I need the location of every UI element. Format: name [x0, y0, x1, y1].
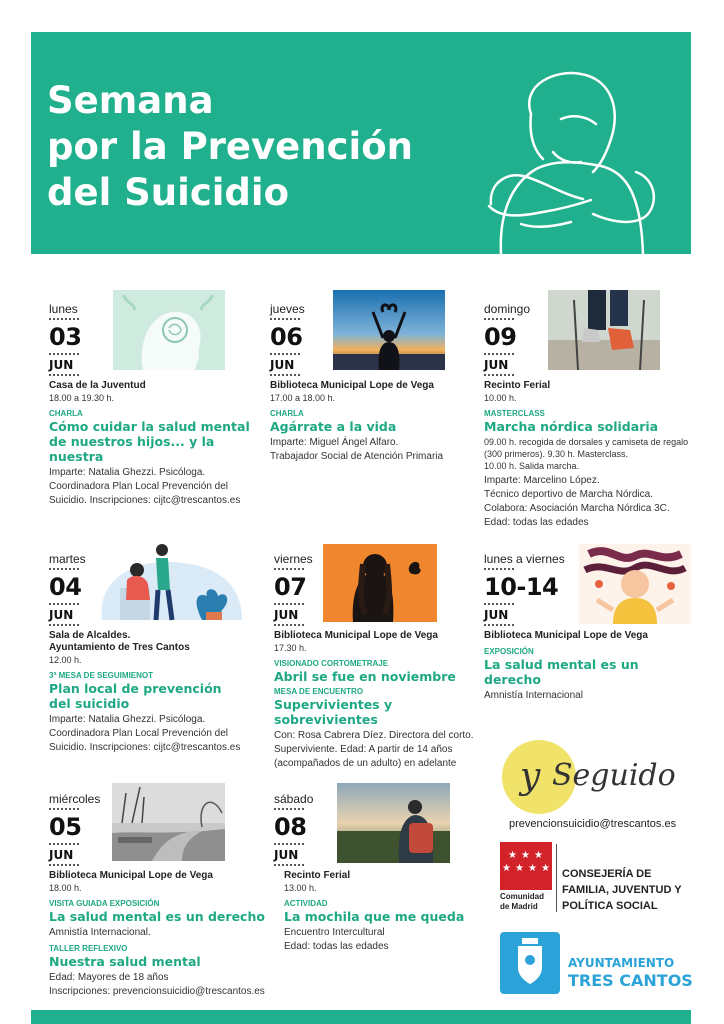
- title-line-1: Semana: [47, 79, 214, 122]
- event-title: La salud mental es un derecho: [49, 909, 265, 924]
- event-description: Imparte: Natalia Ghezzi. Psicóloga. Coordinadora Plan Local Prevención del Suicidio. Inscripciones: cijtc@trescantos.es: [49, 714, 241, 753]
- event-kind: ACTIVIDAD: [284, 899, 328, 908]
- svg-text:★: ★: [515, 863, 524, 874]
- event-time: 13.00 h.: [284, 883, 317, 893]
- event-kind-2: TALLER REFLEXIVO: [49, 944, 128, 953]
- event-kind: CHARLA: [49, 409, 83, 418]
- event-kind: EXPOSICIÓN: [484, 647, 534, 656]
- event-kind: VISITA GUIADA EXPOSICIÓN: [49, 899, 160, 908]
- divider: [270, 318, 300, 320]
- event-place: Casa de la Juventud: [49, 380, 146, 391]
- event-title: Agárrate a la vida: [270, 419, 397, 434]
- self-hug-illustration: [461, 54, 671, 254]
- event-date-number: 04: [49, 573, 82, 601]
- event-description-2: Edad: Mayores de 18 años Inscripciones: prevencionsuicidio@trescantos.es: [49, 972, 265, 997]
- divider: [274, 808, 304, 810]
- event-title: La mochila que me queda: [284, 909, 465, 924]
- event-title: Marcha nórdica solidaria: [484, 419, 659, 434]
- event-date-number: 08: [274, 813, 307, 841]
- event-day: sábado: [274, 792, 314, 806]
- divider: [49, 624, 79, 626]
- divider: [274, 568, 304, 570]
- event-description: Con: Rosa Cabrera Díez. Directora del corto. Superviviente. Edad: A partir de 14 años (acompañados de un adulto) en adelante: [274, 730, 474, 769]
- divider: [270, 353, 300, 355]
- madrid-flag: [500, 842, 552, 890]
- event-time: 17.30 h.: [274, 643, 307, 653]
- event-day: viernes: [274, 552, 313, 566]
- comunidad-madrid-logo: [500, 842, 552, 914]
- event-kind-2: MESA DE ENCUENTRO: [274, 687, 364, 696]
- coat-of-arms-icon: [500, 932, 560, 994]
- event-day: jueves: [270, 302, 305, 316]
- event-time: 18.00 a 19.30 h.: [49, 393, 115, 403]
- divider: [49, 808, 79, 810]
- event-time: 12.00 h.: [49, 655, 82, 665]
- divider: [270, 374, 300, 376]
- divider: [274, 603, 304, 605]
- event-08-details: [274, 870, 474, 954]
- event-month: JUN: [274, 608, 299, 622]
- event-month: JUN: [484, 608, 509, 622]
- event-day: domingo: [484, 302, 531, 316]
- divider: [274, 864, 304, 866]
- divider: [484, 353, 514, 355]
- event-description: Amnistía Internacional: [484, 690, 583, 701]
- event-kind: 3ª MESA DE SEGUIMIENOT: [49, 671, 154, 680]
- event-place: Recinto Ferial: [484, 380, 551, 391]
- event-title-2: Nuestra salud mental: [49, 954, 201, 969]
- madrid-name: Comunidad de Madrid: [500, 892, 544, 911]
- event-kind: MASTERCLASS: [484, 409, 545, 418]
- event-title: Plan local de prevención del suicidio: [49, 681, 222, 711]
- event-date-number: 09: [484, 323, 517, 351]
- divider: [274, 624, 304, 626]
- logo-divider: [556, 844, 557, 912]
- stars-icon: [500, 842, 552, 890]
- event-place: Biblioteca Municipal Lope de Vega: [484, 630, 648, 641]
- event-date-number: 06: [270, 323, 303, 351]
- ayuntamiento-logo: [500, 932, 560, 994]
- divider: [49, 318, 79, 320]
- event-day: lunes a viernes: [484, 552, 565, 566]
- event-description: Imparte: Marcelino López. Técnico deportivo de Marcha Nórdica. Colabora: Asociación Marcha Nórdica 3C. Edad: todas las edades: [484, 475, 670, 528]
- svg-text:★: ★: [521, 850, 530, 861]
- divider: [484, 568, 514, 570]
- event-10-14: [484, 552, 699, 703]
- event-description: Imparte: Natalia Ghezzi. Psicóloga. Coordinadora Plan Local Prevención del Suicidio. Inscripciones: cijtc@trescantos.es: [49, 467, 241, 506]
- event-kind: CHARLA: [270, 409, 304, 418]
- event-month: JUN: [270, 358, 295, 372]
- event-description: Encuentro Intercultural Edad: todas las edades: [284, 927, 389, 952]
- svg-text:★: ★: [541, 863, 550, 874]
- event-05: [49, 792, 269, 999]
- divider: [49, 864, 79, 866]
- title-line-3: del Suicidio: [47, 171, 290, 214]
- event-date-number: 03: [49, 323, 82, 351]
- svg-text:★: ★: [502, 863, 511, 874]
- divider: [484, 318, 514, 320]
- event-place: Recinto Ferial: [284, 870, 351, 881]
- svg-text:★: ★: [508, 850, 517, 861]
- yseguido-logo: [500, 738, 680, 818]
- event-schedule: 09.00 h. recogida de dorsales y camiseta de regalo (300 primeros). 9.30 h. Masterclass. 10.00 h. Salida marcha.: [484, 437, 689, 471]
- yseguido-y: y: [520, 756, 541, 797]
- divider: [484, 624, 514, 626]
- event-place: Biblioteca Municipal Lope de Vega: [270, 380, 434, 391]
- event-title-2: Supervivientes y sobrevivientes: [274, 697, 393, 727]
- divider: [49, 568, 79, 570]
- event-month: JUN: [274, 848, 299, 862]
- event-place: Biblioteca Municipal Lope de Vega: [49, 870, 213, 881]
- event-place: Biblioteca Municipal Lope de Vega: [274, 630, 438, 641]
- contact-email: prevencionsuicidio@trescantos.es: [509, 818, 677, 830]
- event-title: La salud mental es un derecho: [484, 657, 639, 687]
- event-title: Abril se fue en noviembre: [274, 669, 456, 684]
- event-month: JUN: [484, 358, 509, 372]
- footer-bar: [31, 1010, 691, 1024]
- ayuntamiento-label: AYUNTAMIENTO TRES CANTOS: [568, 956, 693, 990]
- event-month: JUN: [49, 848, 74, 862]
- event-description: Amnistía Internacional.: [49, 927, 151, 938]
- event-month: JUN: [49, 608, 74, 622]
- event-time: 10.00 h.: [484, 393, 517, 403]
- event-date-number: 07: [274, 573, 307, 601]
- event-place: Sala de Alcaldes. Ayuntamiento de Tres Cantos: [49, 630, 190, 653]
- event-07: [274, 552, 479, 771]
- yseguido-word: Seguido: [552, 758, 676, 793]
- page-title: [47, 78, 413, 216]
- svg-text:★: ★: [534, 850, 543, 861]
- title-line-2: por la Prevención: [47, 125, 413, 168]
- event-09: [484, 302, 699, 530]
- event-kind: VISIONADO CORTOMETRAJE: [274, 659, 389, 668]
- header-banner: [31, 32, 691, 254]
- event-08: [274, 792, 474, 954]
- event-day: lunes: [49, 302, 78, 316]
- divider: [49, 843, 79, 845]
- consejeria-text: CONSEJERÍA DE FAMILIA, JUVENTUD Y POLÍTICA SOCIAL: [562, 868, 682, 912]
- event-time: 18.00 h.: [49, 883, 82, 893]
- event-04: [49, 552, 264, 755]
- event-description: Imparte: Miguel Ángel Alfaro. Trabajador Social de Atención Primaria: [270, 437, 444, 462]
- divider: [49, 374, 79, 376]
- svg-text:★: ★: [528, 863, 537, 874]
- event-06: [270, 302, 470, 464]
- event-day: miércoles: [49, 792, 101, 806]
- event-day: martes: [49, 552, 86, 566]
- event-title: Cómo cuidar la salud mental de nuestros hijos... y la nuestra: [49, 419, 250, 464]
- divider: [484, 374, 514, 376]
- event-03: [49, 302, 259, 508]
- divider: [49, 603, 79, 605]
- divider: [274, 843, 304, 845]
- event-time: 17.00 a 18.00 h.: [270, 393, 336, 403]
- divider: [49, 353, 79, 355]
- event-month: JUN: [49, 358, 74, 372]
- event-date-number: 10-14: [484, 573, 559, 601]
- event-date-number: 05: [49, 813, 82, 841]
- divider: [484, 603, 514, 605]
